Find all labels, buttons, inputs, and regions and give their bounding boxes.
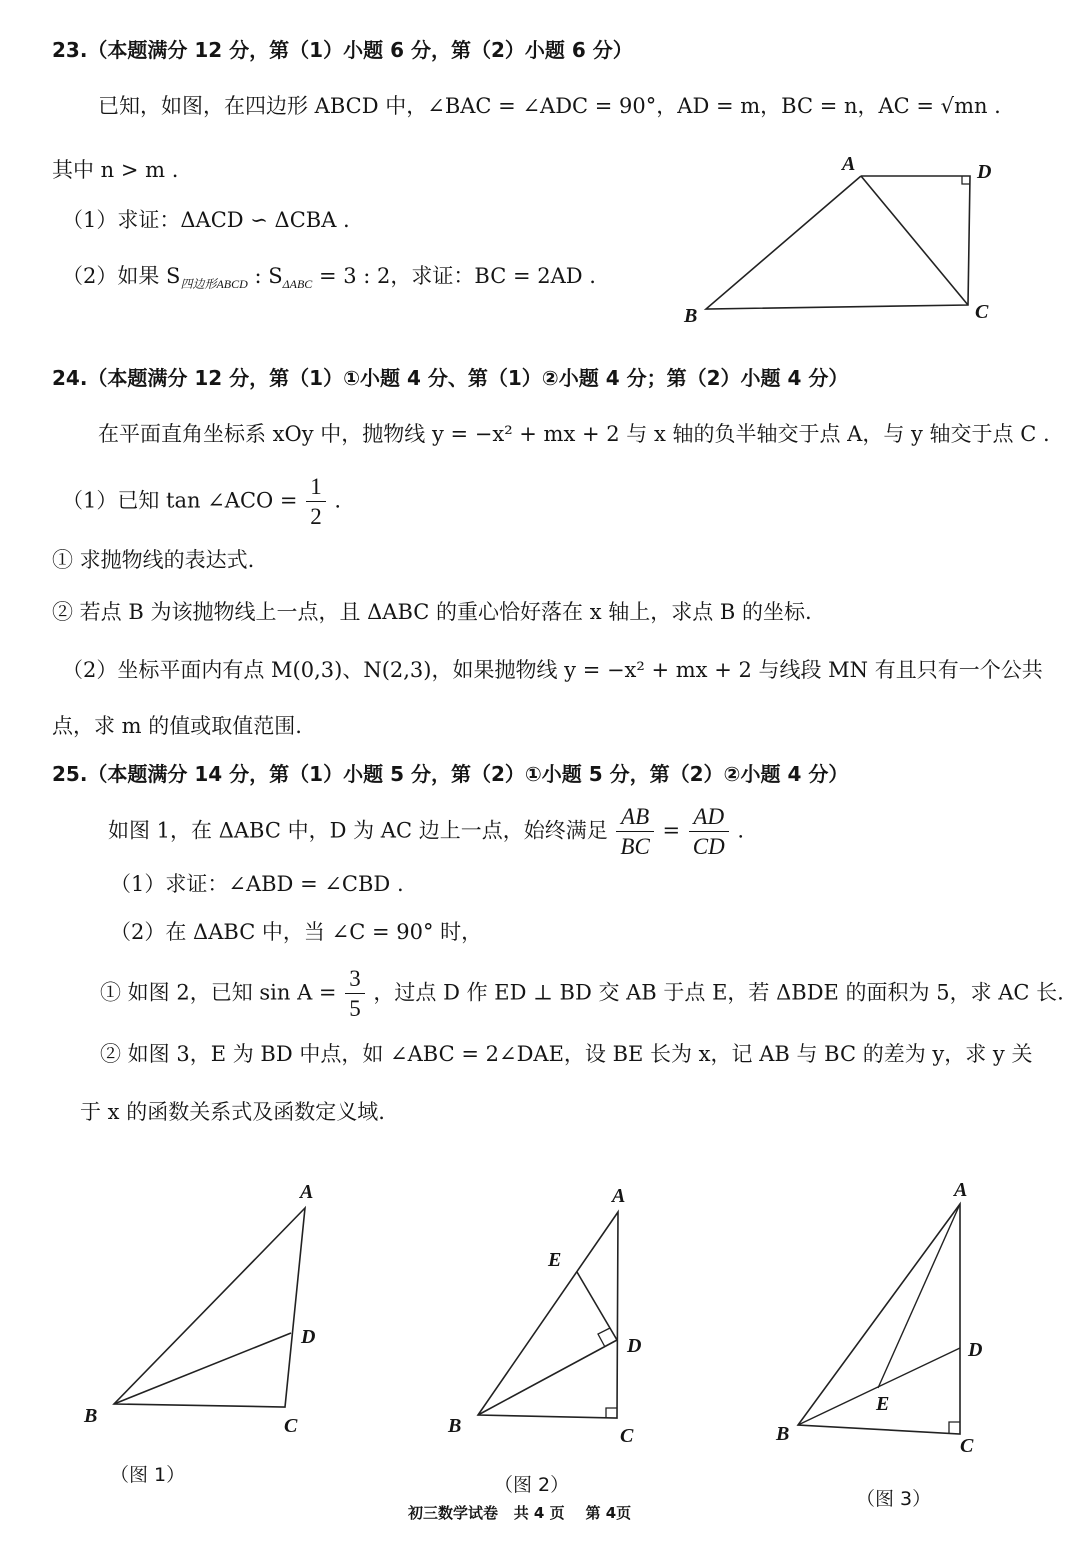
q24-header: 24.（本题满分 12 分，第（1）①小题 4 分、第（1）②小题 4 分；第（2）小题 4 分） xyxy=(52,366,849,390)
footer-total: 共 4 页 xyxy=(513,1504,565,1522)
footer-title: 初三数学试卷 xyxy=(408,1504,499,1522)
q25-frac2-num: AD xyxy=(689,804,729,832)
q23-part2-sub1: 四边形ABCD xyxy=(180,277,248,291)
q23-label-d: D xyxy=(977,161,992,183)
q25-sub2-line2: 于 x 的函数关系式及函数定义域. xyxy=(80,1100,385,1124)
fig2-segment-ed xyxy=(577,1272,617,1340)
fig2-caption: （图 2） xyxy=(494,1474,570,1496)
q24-sub1: ① 求抛物线的表达式. xyxy=(52,548,255,572)
q25-header: 25.（本题满分 14 分，第（1）小题 5 分，第（2）①小题 5 分，第（2）②小题 4 分） xyxy=(52,762,849,786)
q25-sub1-den: 5 xyxy=(349,996,361,1022)
q25-figure-2 xyxy=(447,1185,641,1447)
q23-part2-mid: : S xyxy=(247,264,283,288)
q23-label-b: B xyxy=(684,305,698,327)
q24-part2-line2: 点，求 m 的值或取值范围. xyxy=(52,714,302,738)
fig3-label-b: B xyxy=(776,1423,790,1445)
q25-sub2-line1: ② 如图 3，E 为 BD 中点，如 ∠ABC = 2∠DAE，设 BE 长为 x，记 AB 与 BC 的差为 y，求 y 关 xyxy=(100,1042,1033,1066)
fig3-label-c: C xyxy=(960,1435,974,1457)
q25-figure-1 xyxy=(83,1181,315,1437)
q25-figure-3 xyxy=(775,1179,982,1457)
q23-header: 23.（本题满分 12 分，第（1）小题 6 分，第（2）小题 6 分） xyxy=(52,38,633,62)
q25-stem: 如图 1，在 ΔABC 中，D 为 AC 边上一点，始终满足 $\frac{AB}{BC}$ = $\frac{AD}{CD}$ . xyxy=(108,804,745,860)
q25-frac2-den: CD xyxy=(692,834,725,860)
q23-part2-sub2: ΔABC xyxy=(282,277,313,291)
q23-part2-prefix: （2）如果 S xyxy=(62,264,181,288)
fig2-label-c: C xyxy=(620,1425,634,1447)
q25-part2: （2）在 ΔABC 中，当 ∠C = 90° 时， xyxy=(110,920,483,944)
fig1-triangle-abc xyxy=(114,1208,305,1407)
fig3-caption: （图 3） xyxy=(856,1488,932,1510)
fig3-label-a: A xyxy=(954,1179,968,1201)
q25-stem-prefix: 如图 1，在 ΔABC 中，D 为 AC 边上一点，始终满足 xyxy=(108,818,615,843)
fig3-label-d: D xyxy=(968,1339,983,1361)
q23-label-a: A xyxy=(842,153,856,175)
q25-frac1-den: BC xyxy=(620,834,650,860)
fig1-label-d: D xyxy=(301,1326,316,1348)
q24-part1-prefix: （1）已知 tan ∠ACO = xyxy=(62,488,305,513)
q23-label-c: C xyxy=(975,301,989,323)
footer-page: 第 4页 xyxy=(585,1504,632,1522)
fig1-caption: （图 1） xyxy=(110,1464,186,1486)
q23-part2-suffix: = 3 : 2，求证：BC = 2AD . xyxy=(312,264,596,288)
fig2-label-a: A xyxy=(612,1185,626,1207)
fig1-label-c: C xyxy=(284,1415,298,1437)
fig2-label-d: D xyxy=(627,1335,642,1357)
fig2-triangle-abc xyxy=(478,1212,618,1418)
q24-sub2: ② 若点 B 为该抛物线上一点，且 ΔABC 的重心恰好落在 x 轴上，求点 B 的坐标. xyxy=(52,600,812,624)
q24-part1-suffix: . xyxy=(334,488,342,513)
q24-part1-num: 1 xyxy=(306,474,326,502)
q25-sub1-num: 3 xyxy=(345,966,365,994)
fig2-segment-bd xyxy=(478,1340,617,1415)
q23-part1: （1）求证：ΔACD ∽ ΔCBA . xyxy=(62,208,350,232)
q25-sub1-prefix: ① 如图 2，已知 sin A = xyxy=(100,980,344,1005)
q25-part1: （1）求证：∠ABD = ∠CBD . xyxy=(110,872,404,896)
fig3-label-e: E xyxy=(876,1393,890,1415)
q24-stem: 在平面直角坐标系 xOy 中，抛物线 y = −x² + mx + 2 与 x 轴的负半轴交于点 A，与 y 轴交于点 C . xyxy=(98,422,1050,446)
q24-part2-line1: （2）坐标平面内有点 M(0,3)、N(2,3)，如果抛物线 y = −x² + mx + 2 与线段 MN 有且只有一个公共 xyxy=(62,658,1043,682)
q25-frac1-num: AB xyxy=(616,804,653,832)
fig2-right-angle-c xyxy=(606,1408,617,1418)
fig3-right-angle-c xyxy=(949,1422,960,1434)
q23-stem-line2: 其中 n > m . xyxy=(52,158,179,182)
fig1-segment-bd xyxy=(114,1333,291,1404)
fig1-label-a: A xyxy=(300,1181,314,1203)
q25-stem-suffix: . xyxy=(737,818,745,843)
fig3-segment-ae xyxy=(878,1204,960,1388)
fig1-label-b: B xyxy=(84,1405,98,1427)
q25-sub1-suffix: ，过点 D 作 ED ⊥ BD 交 AB 于点 E，若 ΔBDE 的面积为 5，求 AC 长. xyxy=(373,980,1064,1005)
q24-part1-den: 2 xyxy=(310,504,322,530)
fig2-label-b: B xyxy=(448,1415,462,1437)
fig2-label-e: E xyxy=(548,1249,562,1271)
q23-stem-line1: 已知，如图，在四边形 ABCD 中，∠BAC = ∠ADC = 90°，AD = m，BC = n，AC = √mn . xyxy=(98,94,1001,118)
footer xyxy=(408,1502,631,1523)
